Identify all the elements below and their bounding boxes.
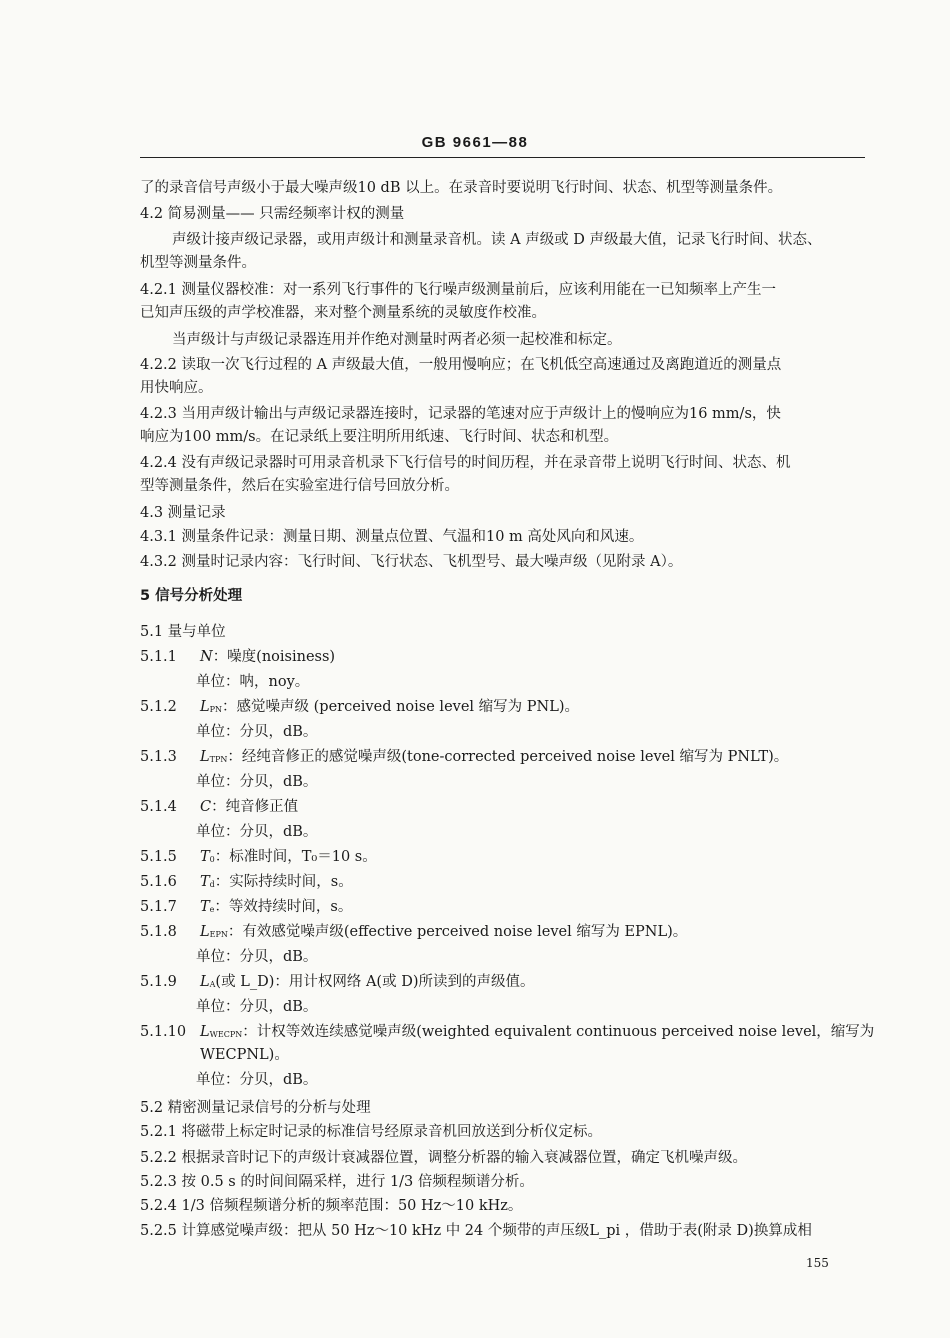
text-line: 响应为100 mm/s。在记录纸上要注明所用纸速、飞行时间、状态和机型。 xyxy=(140,429,619,445)
unit-line: 单位：分贝，dB。 xyxy=(196,774,318,790)
text-line: 声级计接声级记录器，或用声级计和测量录音机。读 A 声级或 D 声级最大值，记录飞行时间、状态、 xyxy=(172,232,822,248)
definition-item xyxy=(140,747,788,770)
quantity-symbol: T xyxy=(200,849,210,865)
quantity-symbol: L xyxy=(200,749,210,765)
header-rule xyxy=(140,157,865,158)
definition-text: ：标准时间，T₀＝10 s。 xyxy=(214,849,377,865)
quantity-symbol: T xyxy=(200,874,210,890)
text-line: 4.2.3 当用声级计输出与声级记录器连接时，记录器的笔速对应于声级计上的慢响应为16 mm/s，快 xyxy=(140,406,781,422)
definition-number: 5.1.3 xyxy=(140,749,177,765)
definition-text: ：等效持续时间，s。 xyxy=(214,899,353,915)
definition-item xyxy=(140,797,298,820)
text-line: 5.2.2 根据录音时记下的声级计衰减器位置，调整分析器的输入衰减器位置，确定飞机噪声级。 xyxy=(140,1150,747,1166)
definition-text: ：实际持续时间，s。 xyxy=(214,874,353,890)
definition-number: 5.1.4 xyxy=(140,799,177,815)
text-line: 5.2.1 将磁带上标定时记录的标准信号经原录音机回放送到分析仪定标。 xyxy=(140,1124,603,1140)
definition-number: 5.1.9 xyxy=(140,974,177,990)
quantity-subscript: EPN xyxy=(209,930,228,939)
definition-text: ：噪度(noisiness) xyxy=(212,649,336,665)
definition-text: ：纯音修正值 xyxy=(211,799,299,815)
text-line: 当声级计与声级记录器连用并作绝对测量时两者必须一起校准和标定。 xyxy=(172,332,622,348)
definition-number: 5.1.5 xyxy=(140,849,177,865)
definition-item xyxy=(140,922,687,945)
unit-line: 单位：分贝，dB。 xyxy=(196,824,318,840)
page-number: 155 xyxy=(806,1256,829,1270)
quantity-subscript: WECPN xyxy=(209,1030,243,1039)
text-line: 5.2.4 1/3 倍频程频谱分析的频率范围：50 Hz～10 kHz。 xyxy=(140,1198,523,1214)
quantity-symbol: T xyxy=(200,899,210,915)
unit-line: 单位：分贝，dB。 xyxy=(196,949,318,965)
text-line: 4.3.2 测量时记录内容：飞行时间、飞行状态、飞机型号、最大噪声级（见附录 A）。 xyxy=(140,554,683,570)
definition-text: (或 L_D)：用计权网络 A(或 D)所读到的声级值。 xyxy=(215,974,535,990)
definition-item xyxy=(140,697,579,720)
section-heading: 5.1 量与单位 xyxy=(140,624,226,640)
definition-item xyxy=(140,897,352,920)
text-line: 5.2.5 计算感觉噪声级：把从 50 Hz～10 kHz 中 24 个频带的声压级L_pi ，借助于表(附录 D)换算成相 xyxy=(140,1223,812,1239)
definition-text: ：有效感觉噪声级(effective perceived noise level 缩写为 EPNL)。 xyxy=(227,924,688,940)
text-line: 已知声压级的声学校准器，来对整个测量系统的灵敏度作校准。 xyxy=(140,305,546,321)
section-heading: 4.3 测量记录 xyxy=(140,505,226,521)
section-heading: 5 信号分析处理 xyxy=(140,588,243,604)
definition-number: 5.1.8 xyxy=(140,924,177,940)
definition-text: ：感觉噪声级 (perceived noise level 缩写为 PNL)。 xyxy=(222,699,580,715)
definition-text: ：经纯音修正的感觉噪声级(tone-corrected perceived noise level 缩写为 PNLT)。 xyxy=(227,749,789,765)
quantity-subscript: TPN xyxy=(209,755,228,764)
text-line: 型等测量条件，然后在实验室进行信号回放分析。 xyxy=(140,478,459,494)
text-line: 了的录音信号声级小于最大噪声级10 dB 以上。在录音时要说明飞行时间、状态、机型等测量条件。 xyxy=(140,180,783,196)
definition-text: ：计权等效连续感觉噪声级(weighted equivalent continuous perceived noise level，缩写为 xyxy=(242,1024,875,1040)
unit-line: 单位：分贝，dB。 xyxy=(196,999,318,1015)
quantity-subscript: PN xyxy=(209,705,223,714)
text-line: 机型等测量条件。 xyxy=(140,255,256,271)
text-line: 4.2.1 测量仪器校准：对一系列飞行事件的飞行噪声级测量前后，应该利用能在一已知频率上产生一 xyxy=(140,282,776,298)
quantity-symbol: L xyxy=(200,699,210,715)
quantity-symbol: L xyxy=(200,974,210,990)
text-line: 5.2.3 按 0.5 s 的时间间隔采样，进行 1/3 倍频程频谱分析。 xyxy=(140,1174,534,1190)
definition-item xyxy=(140,872,353,895)
section-heading: 4.2 简易测量—— 只需经频率计权的测量 xyxy=(140,206,405,222)
section-heading: 5.2 精密测量记录信号的分析与处理 xyxy=(140,1100,371,1116)
page-header: GB 9661—88 xyxy=(421,134,529,151)
continuation-line: WECPNL)。 xyxy=(200,1047,289,1063)
text-line: 4.3.1 测量条件记录：测量日期、测量点位置、气温和10 m 高处风向和风速。 xyxy=(140,529,644,545)
text-line: 4.2.2 读取一次飞行过程的 A 声级最大值，一般用慢响应；在飞机低空高速通过及离跑道近的测量点 xyxy=(140,357,782,373)
definition-item xyxy=(140,847,377,870)
definition-item xyxy=(140,1022,874,1045)
definition-number: 5.1.7 xyxy=(140,899,177,915)
definition-number: 5.1.10 xyxy=(140,1024,187,1040)
quantity-symbol: N xyxy=(200,649,213,665)
definition-number: 5.1.6 xyxy=(140,874,177,890)
quantity-symbol: L xyxy=(200,924,210,940)
text-line: 用快响应。 xyxy=(140,380,213,396)
quantity-subscript: A xyxy=(209,980,216,989)
quantity-symbol: L xyxy=(200,1024,210,1040)
unit-line: 单位：分贝，dB。 xyxy=(196,1072,318,1088)
quantity-subscript: d xyxy=(209,880,215,889)
definition-item xyxy=(140,972,534,995)
definition-number: 5.1.2 xyxy=(140,699,177,715)
definition-item xyxy=(140,647,335,670)
definition-number: 5.1.1 xyxy=(140,649,177,665)
quantity-symbol: C xyxy=(200,799,212,815)
quantity-subscript: e xyxy=(209,905,215,914)
quantity-subscript: 0 xyxy=(209,855,215,864)
unit-line: 单位：分贝，dB。 xyxy=(196,724,318,740)
unit-line: 单位：呐，noy。 xyxy=(196,674,310,690)
text-line: 4.2.4 没有声级记录器时可用录音机录下飞行信号的时间历程，并在录音带上说明飞行时间、状态、机 xyxy=(140,455,791,471)
